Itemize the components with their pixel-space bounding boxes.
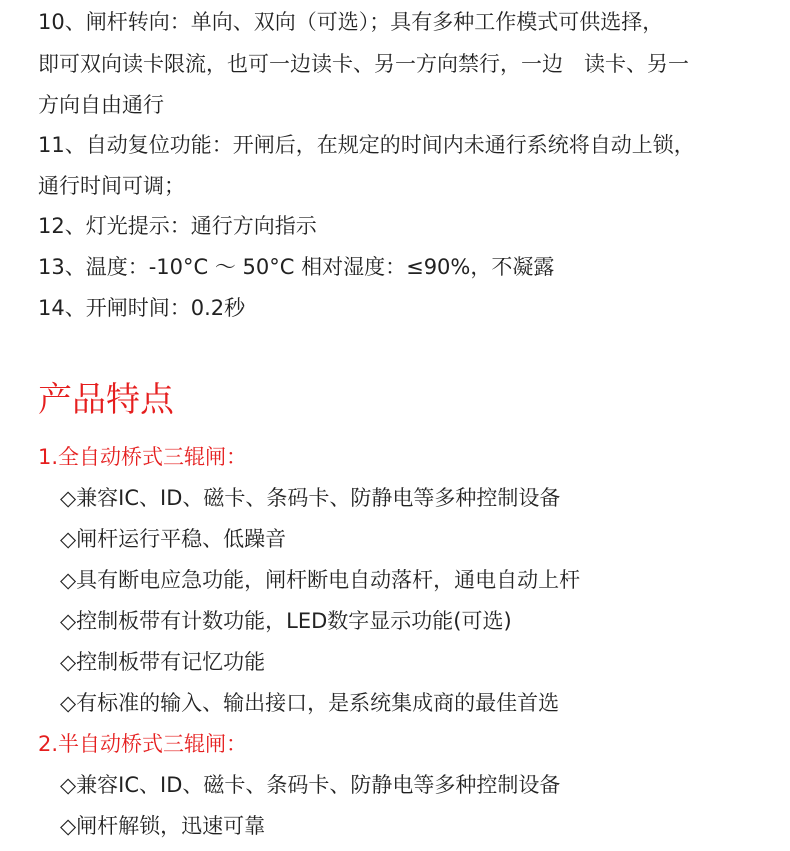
spec-line: 通行时间可调； [38, 174, 185, 198]
feature-item: ◇兼容IC、ID、磁卡、条码卡、防静电等多种控制设备 [60, 773, 561, 797]
spec-line: 13、温度：-10°C ～ 50°C 相对湿度：≤90%，不凝露 [38, 255, 555, 279]
feature-group-title: 2.半自动桥式三辊闸： [38, 732, 248, 756]
feature-item: ◇闸杆运行平稳、低躁音 [60, 527, 287, 551]
spec-line: 方向自由通行 [38, 93, 164, 117]
feature-item: ◇兼容IC、ID、磁卡、条码卡、防静电等多种控制设备 [60, 486, 561, 510]
feature-item: ◇具有断电应急功能，闸杆断电自动落杆，通电自动上杆 [60, 568, 581, 592]
spec-line: 10、闸杆转向：单向、双向（可选）；具有多种工作模式可供选择， [38, 10, 664, 34]
spec-line: 11、自动复位功能：开闸后，在规定的时间内未通行系统将自动上锁， [38, 133, 695, 157]
feature-item: ◇控制板带有记忆功能 [60, 650, 266, 674]
feature-item: ◇有标准的输入、输出接口，是系统集成商的最佳首选 [60, 691, 560, 715]
spec-line: 12、灯光提示：通行方向指示 [38, 214, 317, 238]
spec-line: 14、开闸时间：0.2秒 [38, 296, 246, 320]
spec-line: 即可双向读卡限流，也可一边读卡、另一方向禁行，一边 读卡、另一 [38, 52, 689, 76]
feature-item: ◇闸杆解锁，迅速可靠 [60, 814, 266, 838]
feature-group-title: 1.全自动桥式三辊闸： [38, 445, 248, 469]
feature-item: ◇控制板带有计数功能，LED数字显示功能(可选) [60, 609, 512, 633]
section-title: 产品特点 [38, 380, 174, 420]
